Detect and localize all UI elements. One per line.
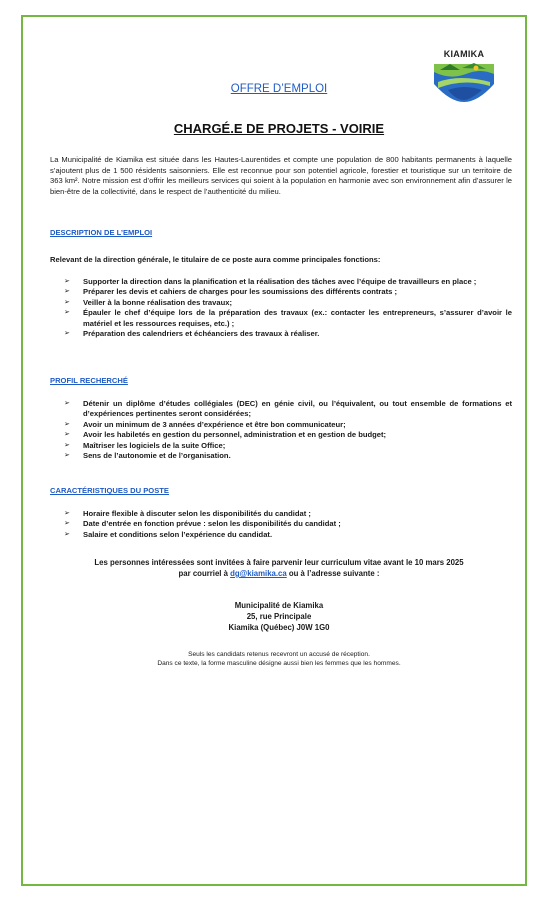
- description-heading: DESCRIPTION DE L’EMPLOI: [50, 228, 153, 237]
- description-list: [64, 277, 512, 339]
- characteristics-list: [64, 509, 512, 540]
- description-lead: Relevant de la direction générale, le titulaire de ce poste aura comme principales fonctions:: [50, 255, 381, 264]
- characteristics-heading: CARACTÉRISTIQUES DU POSTE: [50, 486, 169, 495]
- bullet-arrow-icon: ➢: [64, 400, 70, 407]
- bullet-arrow-icon: ➢: [64, 441, 70, 449]
- bullet-arrow-icon: ➢: [64, 431, 70, 439]
- list-item-text: Préparer les devis et cahiers de charges pour les soumissions des différents contrats ;: [83, 287, 397, 297]
- list-item-text: Horaire flexible à discuter selon les disponibilités du candidat ;: [83, 509, 311, 518]
- logo-name: KIAMIKA: [443, 49, 485, 59]
- note-line-1: Seuls les candidats retenus recevront un accusé de réception.: [188, 651, 370, 658]
- offer-title: OFFRE D’EMPLOI: [230, 83, 328, 95]
- list-item-text: Détenir un diplôme d’études collégiales (DEC) en génie civil, ou l’équivalent, ou tout ensemble de formations et d’expériences pertinentes seront considérées;: [83, 399, 512, 419]
- bullet-arrow-icon: ➢: [64, 288, 70, 296]
- list-item: [64, 420, 512, 430]
- list-item-text: Préparation des calendriers et échéanciers des travaux à réaliser.: [83, 329, 320, 339]
- logo-landscape-icon: [430, 60, 498, 102]
- note-line-2: Dans ce texte, la forme masculine désigne aussi bien les femmes que les hommes.: [157, 660, 401, 667]
- list-item: [64, 451, 512, 461]
- bullet-arrow-icon: ➢: [64, 452, 70, 460]
- email-link[interactable]: dg@kiamika.ca: [230, 569, 287, 578]
- list-item: [64, 430, 512, 440]
- list-item-text: Veiller à la bonne réalisation des travaux;: [83, 297, 232, 307]
- apply-line-1: Les personnes intéressées sont invitées à faire parvenir leur curriculum vitae avant le 10 mars 2025: [94, 558, 464, 567]
- list-item: [64, 530, 512, 540]
- address-city: Kiamika (Québec) J0W 1G0: [228, 623, 330, 632]
- footer-notes: [0, 650, 558, 668]
- bullet-arrow-icon: ➢: [64, 420, 70, 428]
- apply-line-2-prefix: par courriel à: [178, 569, 231, 578]
- profile-heading: PROFIL RECHERCHÉ: [50, 376, 128, 385]
- list-item-text: Salaire et conditions selon l’expérience du candidat.: [83, 529, 273, 539]
- list-item-text: Date d’entrée en fonction prévue : selon les disponibilités du candidat ;: [83, 519, 341, 529]
- list-item: [64, 298, 512, 308]
- apply-line-2: [0, 568, 558, 579]
- list-item-text: Épauler le chef d’équipe lors de la préparation des travaux (ex.: contacter les entrepreneurs, s’assurer d’avoir le matériel et les ressources requises, etc.) ;: [83, 308, 512, 328]
- list-item: [64, 519, 512, 529]
- list-item-text: Maîtriser les logiciels de la suite Office;: [83, 440, 226, 450]
- bullet-arrow-icon: ➢: [64, 520, 70, 528]
- job-title: CHARGÉ.E DE PROJETS - VOIRIE: [173, 121, 385, 136]
- list-item: [64, 399, 512, 420]
- list-item-text: Supporter la direction dans la planification et la réalisation des tâches avec l’équipe de travailleurs en place ;: [83, 277, 477, 286]
- list-item: [64, 441, 512, 451]
- bullet-arrow-icon: ➢: [64, 330, 70, 338]
- bullet-arrow-icon: ➢: [64, 309, 70, 317]
- bullet-arrow-icon: ➢: [64, 278, 70, 285]
- profile-list: [64, 399, 512, 461]
- apply-line-2-suffix: ou à l’adresse suivante :: [286, 569, 380, 578]
- address-street: 25, rue Principale: [246, 612, 312, 621]
- list-item: [64, 308, 512, 329]
- bullet-arrow-icon: ➢: [64, 298, 70, 306]
- list-item: [64, 329, 512, 339]
- list-item: [64, 509, 512, 519]
- bullet-arrow-icon: ➢: [64, 530, 70, 538]
- list-item-text: Sens de l’autonomie et de l’organisation.: [83, 451, 231, 461]
- list-item-text: Avoir les habiletés en gestion du personnel, administration et en gestion de budget;: [83, 430, 387, 440]
- list-item: [64, 277, 512, 287]
- address-name: Municipalité de Kiamika: [234, 601, 324, 610]
- bullet-arrow-icon: ➢: [64, 510, 70, 517]
- list-item-text: Avoir un minimum de 3 années d’expérience et être bon communicateur;: [83, 419, 346, 429]
- address-block: [0, 600, 558, 633]
- apply-instructions: [0, 557, 558, 579]
- intro-paragraph: La Municipalité de Kiamika est située dans les Hautes-Laurentides et compte une population de 800 habitants permanents à laquelle s’ajoutent plus de 1 500 résidents saisonniers. Elle est reconnue pour son potentiel agricole, forestier et touristique sur un territoire de 363 km². Notre mission est d’offrir les meilleurs services qui soient à la population en harmonie avec son environnement afin d’assurer le bien-être de la collectivité, dans le respect de l’authenticité du milieu.: [50, 155, 512, 196]
- list-item: [64, 287, 512, 297]
